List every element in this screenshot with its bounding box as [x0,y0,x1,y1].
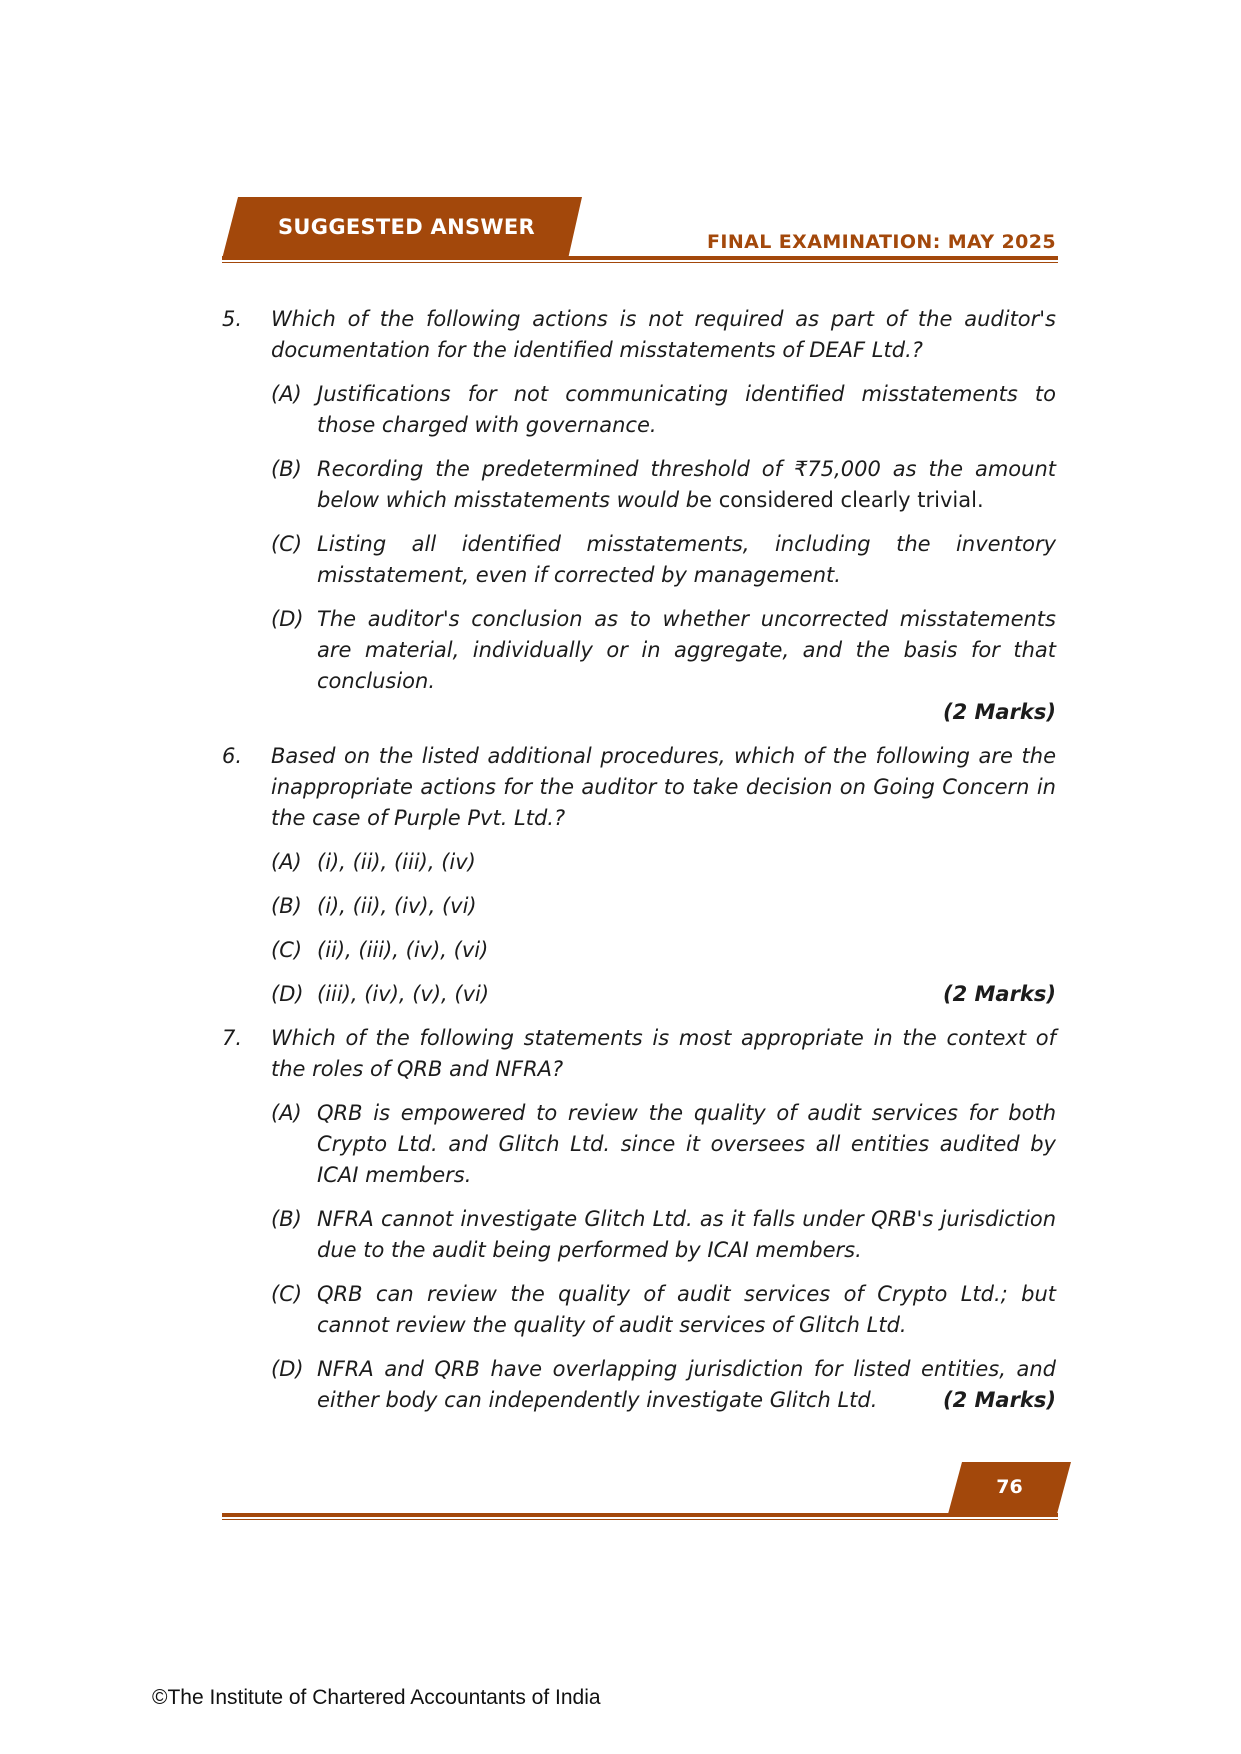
option-text: Justifications for not communicating identified misstatements to those charged with governance. [317,382,1056,437]
option-text: Listing all identified misstatements, including the inventory misstatement, even if corrected by management. [317,532,1056,587]
option-text: QRB can review the quality of audit services of Crypto Ltd.; but cannot review the quality of audit services of Glitch Ltd. [317,1282,1056,1337]
option-text: QRB is empowered to review the quality of audit services for both Crypto Ltd. and Glitch Ltd. since it oversees all entities audited by ICAI members. [317,1101,1056,1187]
option-d [271,1354,1056,1416]
question-number: 6. [222,744,243,768]
marks-label: (2 Marks) [942,1388,1056,1412]
option-a [271,847,1056,878]
question-content [222,304,1056,1429]
question-number: 7. [222,1026,243,1050]
option-label: (A) [271,1101,302,1125]
question-6 [222,741,1056,834]
option-label: (B) [271,457,302,481]
header-tab-label: SUGGESTED ANSWER [278,215,535,239]
option-text-wrap [317,1354,1056,1416]
option-text: The auditor's conclusion as to whether uncorrected misstatements are material, individually or in aggregate, and the basis for that conclusion. [317,607,1056,693]
option-a [271,379,1056,441]
page-number: 76 [996,1476,1023,1498]
option-label: (C) [271,1282,303,1306]
option-label: (A) [271,850,302,874]
option-text [317,454,1056,516]
question-number: 5. [222,307,243,331]
header-rule [222,256,1058,260]
option-c [271,529,1056,591]
question-text: Which of the following actions is not required as part of the auditor's documentation for the identified misstatements of DEAF Ltd.? [271,307,1056,362]
footer-rule-thin [222,1519,1058,1520]
copyright-footer: ©The Institute of Chartered Accountants of India [152,1686,601,1709]
option-label: (B) [271,1207,302,1231]
option-c [271,935,1056,966]
question-text: Based on the listed additional procedures, which of the following are the inappropriate actions for the auditor to take decision on Going Concern in the case of Purple Pvt. Ltd.? [271,744,1056,830]
option-text: (i), (ii), (iv), (vi) [317,894,477,918]
option-c [271,1279,1056,1341]
exam-title: FINAL EXAMINATION: MAY 2025 [707,231,1056,253]
option-d [271,604,1056,728]
option-text: (i), (ii), (iii), (iv) [317,850,476,874]
question-7 [222,1023,1056,1085]
option-text: NFRA cannot investigate Glitch Ltd. as it falls under QRB's jurisdiction due to the audit being performed by ICAI members. [317,1207,1056,1262]
option-a [271,1098,1056,1191]
question-5 [222,304,1056,366]
option-text: (ii), (iii), (iv), (vi) [317,938,489,962]
option-d [271,979,1056,1010]
option-label: (A) [271,382,302,406]
option-label: (C) [271,938,303,962]
marks-label: (2 Marks) [942,700,1056,724]
option-text-wrap [317,604,1056,728]
option-label: (D) [271,982,304,1006]
option-label: (D) [271,1357,304,1381]
option-text-italic: Recording the predetermined threshold of ₹75,000 as the amount below which misstatements would b [317,457,1056,512]
footer-rule [222,1513,1058,1517]
option-label: (D) [271,607,304,631]
option-label: (C) [271,532,303,556]
option-b [271,454,1056,516]
option-b [271,1204,1056,1266]
question-text: Which of the following statements is most appropriate in the context of the roles of QRB and NFRA? [271,1026,1056,1081]
option-text: NFRA and QRB have overlapping jurisdiction for listed entities, and either body can independently investigate Glitch Ltd. [317,1357,1056,1412]
option-text-wrap [317,979,1056,1010]
header-rule-thin [222,262,1058,263]
option-b [271,891,1056,922]
option-text-upright: e considered clearly trivial. [699,488,984,512]
marks-label: (2 Marks) [942,982,1056,1006]
option-label: (B) [271,894,302,918]
option-text: (iii), (iv), (v), (vi) [317,982,490,1006]
